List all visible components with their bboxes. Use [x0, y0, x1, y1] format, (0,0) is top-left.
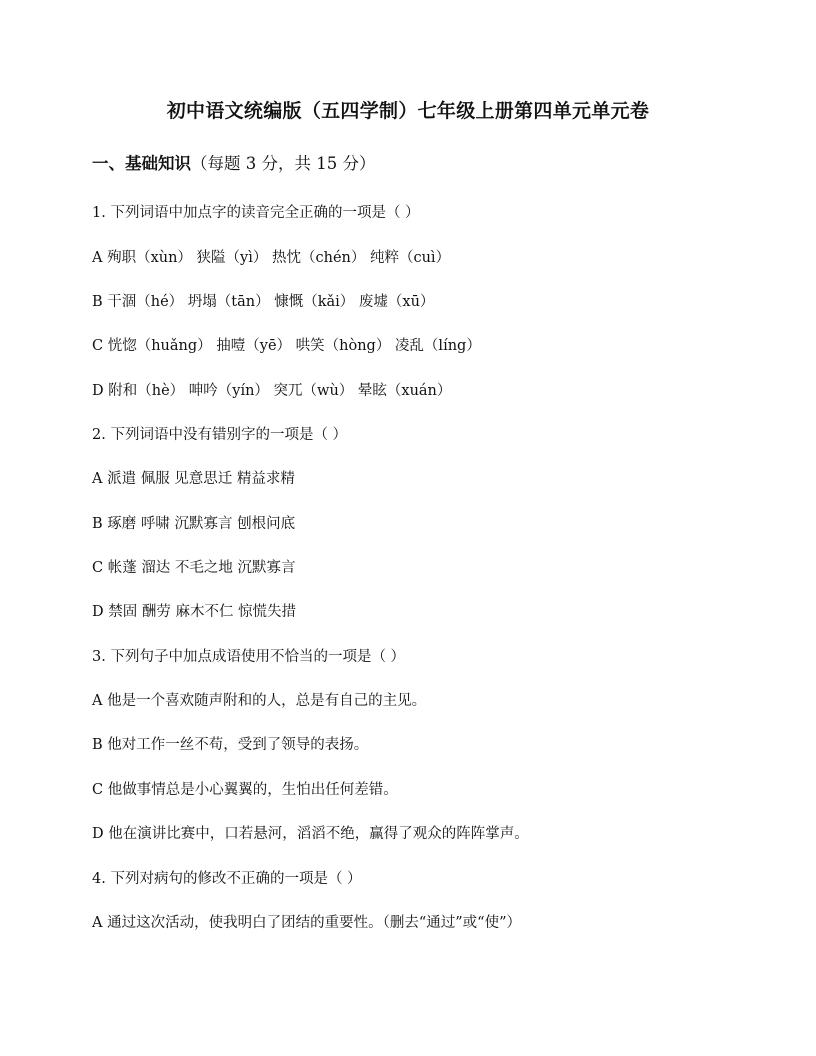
- question-4-option-a: A 通过这次活动，使我明白了团结的重要性。（删去“通过”或“使”）: [92, 915, 521, 931]
- question-1-stem: 1. 下列词语中加点字的读音完全正确的一项是（ ）: [92, 205, 420, 221]
- section-score-note: （每题 3 分，共 15 分）: [191, 154, 376, 173]
- document-title: 初中语文统编版（五四学制）七年级上册第四单元单元卷: [166, 100, 650, 122]
- question-4-stem: 4. 下列对病句的修改不正确的一项是（ ）: [92, 871, 362, 887]
- section-heading: [92, 150, 375, 174]
- question-3-option-d: D 他在演讲比赛中，口若悬河，滔滔不绝，赢得了观众的阵阵掌声。: [92, 826, 529, 842]
- question-3-option-c: C 他做事情总是小心翼翼的，生怕出任何差错。: [92, 782, 398, 798]
- question-2-option-a: A 派遣 佩服 见意思迁 精益求精: [92, 471, 295, 487]
- question-2-stem: 2. 下列词语中没有错别字的一项是（ ）: [92, 427, 348, 443]
- question-3-stem: 3. 下列句子中加点成语使用不恰当的一项是（ ）: [92, 649, 406, 665]
- question-2-option-d: D 禁固 酬劳 麻木不仁 惊慌失措: [92, 604, 297, 620]
- question-1-option-a: A 殉职（xùn） 狭隘（yì） 热忱（chén） 纯粹（cuì）: [92, 250, 451, 266]
- question-2-option-c: C 帐蓬 溜达 不毛之地 沉默寡言: [92, 560, 296, 576]
- question-2-option-b: B 琢磨 呼啸 沉默寡言 刨根问底: [92, 516, 296, 532]
- question-1-option-d: D 附和（hè） 呻吟（yín） 突兀（wù） 晕眩（xuán）: [92, 383, 452, 399]
- question-1-option-b: B 干涸（hé） 坍塌（tān） 慷慨（kǎi） 废墟（xū）: [92, 294, 435, 310]
- question-3-option-b: B 他对工作一丝不苟，受到了领导的表扬。: [92, 737, 369, 753]
- question-3-option-a: A 他是一个喜欢随声附和的人，总是有自己的主见。: [92, 693, 427, 709]
- section-heading-label: 一、基础知识: [92, 154, 191, 173]
- question-1-option-c: C 恍惚（huǎng） 抽噎（yē） 哄笑（hòng） 凌乱（líng）: [92, 338, 481, 354]
